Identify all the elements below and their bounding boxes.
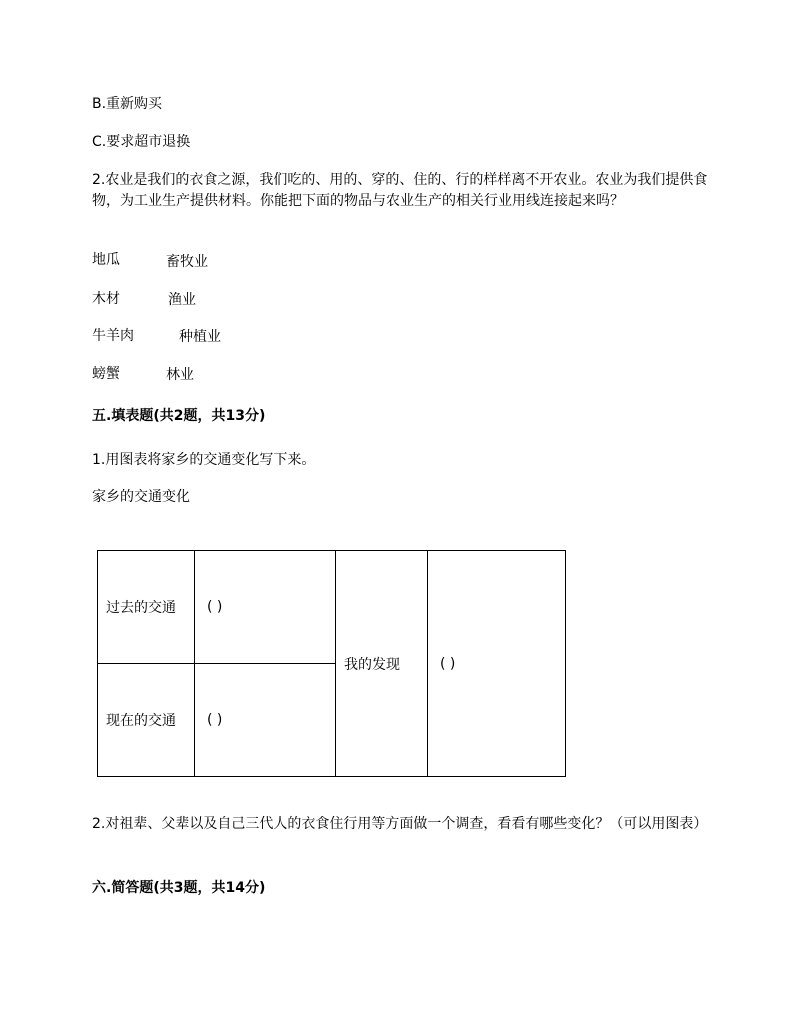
- match-item-1: 地瓜: [92, 252, 120, 268]
- section-5-question-1: 1.用图表将家乡的交通变化写下来。: [92, 452, 316, 468]
- section-5-title: 五.填表题(共2题，共13分): [92, 408, 266, 424]
- match-industry-4: 林业: [166, 367, 194, 383]
- table-caption: 家乡的交通变化: [92, 489, 190, 505]
- present-traffic-blank[interactable]: ( ): [195, 664, 336, 777]
- match-item-2: 木材: [92, 291, 120, 307]
- finding-label: 我的发现: [336, 551, 428, 777]
- match-item-3: 牛羊肉: [92, 328, 134, 344]
- past-traffic-blank[interactable]: ( ): [195, 551, 336, 664]
- option-c: C.要求超市退换: [92, 134, 191, 150]
- present-traffic-label: 现在的交通: [98, 664, 195, 777]
- match-industry-2: 渔业: [168, 292, 196, 308]
- option-b: B.重新购买: [92, 96, 163, 112]
- match-item-4: 螃蟹: [92, 366, 120, 382]
- match-industry-3: 种植业: [179, 329, 221, 345]
- traffic-change-table: [97, 550, 566, 777]
- finding-blank[interactable]: ( ): [428, 551, 566, 777]
- question-2-text: 2.农业是我们的衣食之源，我们吃的、用的、穿的、住的、行的样样离不开农业。农业为我们提供食物，为工业生产提供材料。你能把下面的物品与农业生产的相关行业用线连接起来吗？: [92, 172, 708, 209]
- past-traffic-label: 过去的交通: [98, 551, 195, 664]
- match-industry-1: 畜牧业: [166, 254, 208, 270]
- section-6-title: 六.简答题(共3题，共14分): [92, 880, 266, 896]
- section-5-question-2: 2.对祖辈、父辈以及自己三代人的衣食住行用等方面做一个调查，看看有哪些变化？（可以用图表）: [92, 816, 708, 832]
